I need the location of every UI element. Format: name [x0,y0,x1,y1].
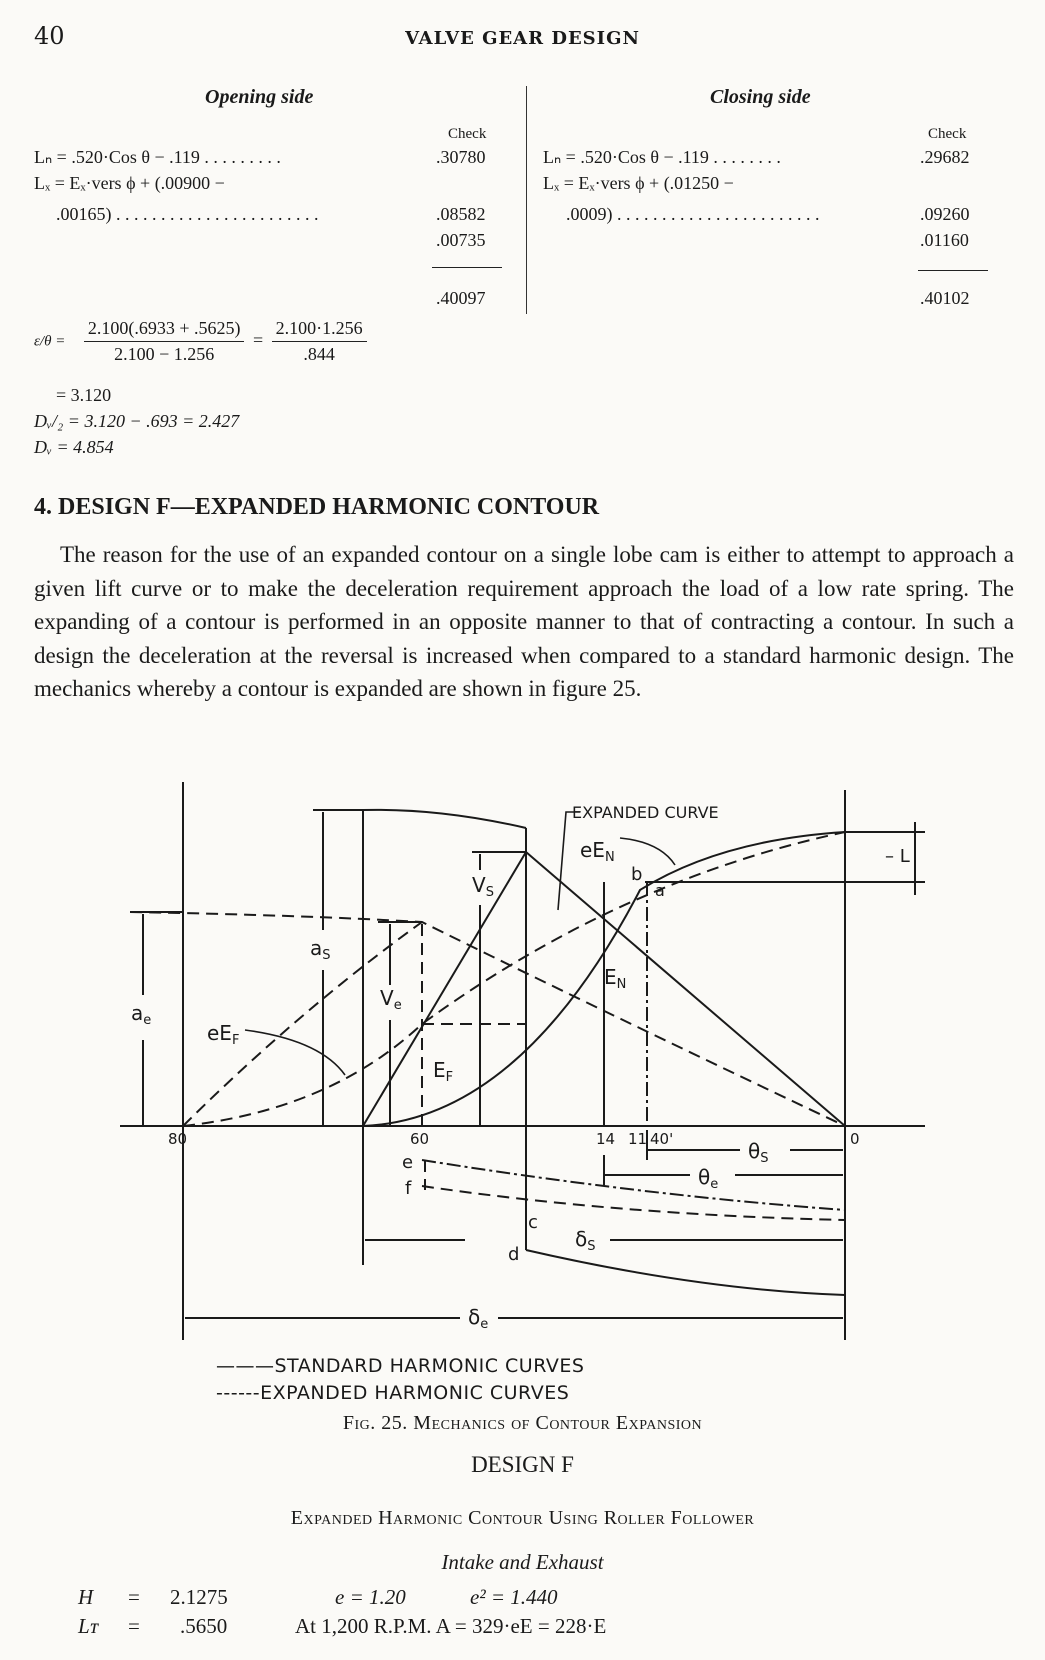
label-d: d [508,1244,520,1265]
closing-lf-formula-cont: .0009) . . . . . . . . . . . . . . . . . . . . . . . [566,204,820,224]
een-leader [620,838,675,865]
expanded-lower-curve-e [422,1160,845,1210]
label-expanded-curve: EXPANDED CURVE [572,803,719,822]
opening-ln-formula: Lₙ = .520·Cos θ − .119 . . . . . . . . . [34,147,281,167]
tick-label-14: 14 [596,1130,616,1148]
expanded-cosine-curve [130,912,845,1126]
equals-sign: = [252,329,264,350]
closing-total: .40102 [920,288,970,308]
fraction-1-numerator: 2.100(.6933 + .5625) [84,318,245,342]
param-lt-eq: = [128,1614,140,1638]
fraction-2-numerator: 2.100·1.256 [272,318,367,342]
label-ae: $a_e$ [131,1001,152,1028]
epsilon-equation [34,318,367,365]
legend-standard: ———STANDARD HARMONIC CURVES [216,1355,585,1377]
column-divider [526,86,527,314]
label-ve: $V_e$ [380,986,402,1013]
label-en: $E_N$ [604,965,627,992]
section-heading: 4. DESIGN F—EXPANDED HARMONIC CONTOUR [34,494,600,520]
design-subtitle: Expanded Harmonic Contour Using Roller Follower [290,1507,755,1529]
label-l: – L [885,846,910,867]
figure-25-diagram [0,770,1045,1340]
design-title: DESIGN F [471,1452,574,1477]
tick-label-80: 80 [168,1130,188,1148]
figure-caption: Fig. 25. Mechanics of Contour Expansion [342,1412,703,1434]
opening-lf-formula: Lₓ = Eₓ·vers ϕ + (.00900 − [34,173,225,193]
label-f: f [405,1178,412,1199]
opening-ln-value: .30780 [436,147,486,167]
label-e: e [402,1152,414,1173]
label-delta-e: $\delta_e$ [468,1305,489,1332]
expanded-lower-curve-f [422,1186,845,1220]
param-h-eq: = [128,1585,140,1609]
tick-label-11: 11 [628,1130,648,1148]
param-rpm: At 1,200 R.P.M. A = 329·eE = 228·E [295,1614,607,1638]
fraction-1 [84,318,245,365]
tick-label-40: 40' [650,1130,674,1148]
expanded-harmonic-curve [183,832,845,1126]
opening-lf-value: .08582 [436,204,486,224]
param-e: e = 1.20 [335,1585,406,1609]
opening-sum-rule [432,267,502,268]
equation-lhs: ε/θ = [34,333,66,350]
closing-extra-value: .01160 [920,230,969,250]
fraction-2-denominator: .844 [303,344,335,364]
opening-extra-value: .00735 [436,230,486,250]
closing-ln-value: .29682 [920,147,970,167]
section-paragraph: The reason for the use of an expanded contour on a single lobe cam is either to attempt to approach a given lift curve or to make the deceleration requirement approach the load of a low rate spring. The expanding of a contour is performed in an opposite manner to that of contracting a contour. In such a design the deceleration at the reversal is increased when compared to a standard harmonic design. The mechanics whereby a contour is expanded are shown in figure 25. [34,542,1014,701]
closing-sum-rule [918,270,988,271]
label-een: $eE_N$ [580,838,615,865]
param-lt-label: Lᴛ [78,1614,98,1638]
closing-lf-value: .09260 [920,204,970,224]
standard-fall-line [526,852,845,1126]
closing-lf-formula: Lₓ = Eₓ·vers ϕ + (.01250 − [543,173,734,193]
param-lt-value: .5650 [180,1614,228,1638]
label-theta-s: $\theta_S$ [748,1139,769,1166]
label-eef: $eE_F$ [207,1021,240,1048]
label-a: a [655,881,665,900]
label-vs: $V_S$ [472,873,494,900]
param-e-squared: e² = 1.440 [470,1585,558,1609]
closing-check-label: Check [928,126,967,142]
tick-label-60: 60 [410,1130,430,1148]
dw-equation: Dᵥ = 4.854 [34,437,114,457]
opening-check-label: Check [448,126,487,142]
fraction-1-denominator: 2.100 − 1.256 [114,344,215,364]
label-c: c [528,1212,538,1233]
closing-side-title: Closing side [710,86,811,108]
top-box-curve [363,810,526,828]
fraction-2 [272,318,367,365]
running-title: VALVE GEAR DESIGN [405,28,640,49]
tick-label-0: 0 [850,1130,860,1148]
legend-expanded: ------EXPANDED HARMONIC CURVES [216,1382,570,1404]
dw2-equation: Dᵥ/₂ = 3.120 − .693 = 2.427 [34,411,240,431]
opening-lf-formula-cont: .00165) . . . . . . . . . . . . . . . . . . . . . . . [56,204,319,224]
label-b: b [631,864,643,885]
design-subsubtitle: Intake and Exhaust [441,1550,604,1574]
param-h-value: 2.1275 [170,1585,228,1609]
label-as: $a_S$ [310,936,331,963]
label-theta-e: $\theta_e$ [698,1165,719,1192]
label-ef: $E_F$ [433,1058,454,1085]
closing-ln-formula: Lₙ = .520·Cos θ − .119 . . . . . . . . [543,147,781,167]
opening-total: .40097 [436,288,486,308]
label-delta-s: $\delta_S$ [575,1227,596,1254]
opening-side-title: Opening side [205,86,314,108]
lower-standard-curve [526,1250,845,1295]
equation-result: = 3.120 [56,385,112,405]
param-h-label: H [78,1585,94,1609]
page-number: 40 [34,22,65,50]
